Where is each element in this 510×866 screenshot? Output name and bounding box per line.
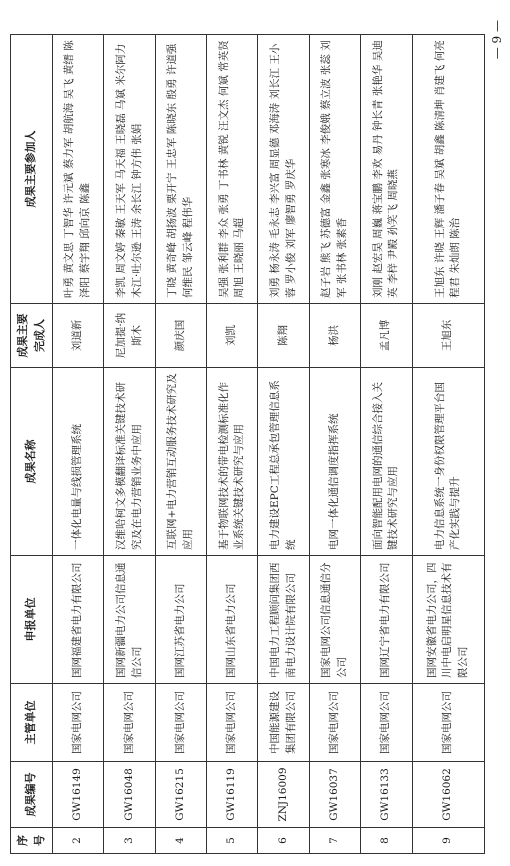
cell-leader: 刘凯 bbox=[207, 304, 258, 368]
cell-code: ZNJ16009 bbox=[258, 762, 309, 828]
table-row bbox=[309, 35, 360, 854]
cell-seq: 3 bbox=[104, 828, 155, 854]
cell-dept: 国家电网公司 bbox=[53, 684, 104, 762]
cell-members: 李凯 周文婷 秦敏 王天军 马天福 王晓磊 马斌 米尔阿力木江·吐尔逊 王涛 余长江 钟方伟 张娟 bbox=[104, 35, 155, 304]
cell-dept: 国家电网公司 bbox=[412, 684, 484, 762]
header-code: 成果编号 bbox=[11, 762, 53, 828]
table-row bbox=[412, 35, 484, 854]
cell-seq: 4 bbox=[155, 828, 206, 854]
cell-members: 王旭东 许晓 王辉 潘子春 吴斌 胡鑫 陈清坤 肖建飞 何亮 程君 朱灿朗 陈治 bbox=[412, 35, 484, 304]
cell-leader: 陈翔 bbox=[258, 304, 309, 368]
table-row bbox=[258, 35, 309, 854]
cell-members: 刘刚 赵宏昊 周巍 蒋宝鹏 李欢 易丹 钟长青 张艳华 吴迪英 李梓 尹殿 孙笑飞 周晓燕 bbox=[361, 35, 412, 304]
header-dept: 主管单位 bbox=[11, 684, 53, 762]
header-seq: 序号 bbox=[11, 828, 53, 854]
cell-applicant: 国网山东省电力公司 bbox=[207, 556, 258, 684]
cell-seq: 7 bbox=[309, 828, 360, 854]
header-members: 成果主要参加人 bbox=[11, 35, 53, 304]
cell-dept: 国家电网公司 bbox=[309, 684, 360, 762]
table-row bbox=[104, 35, 155, 854]
cell-name: 互联网+电力营销互动服务技术研究及应用 bbox=[155, 368, 206, 556]
cell-code: GW16037 bbox=[309, 762, 360, 828]
cell-members: 赵子岩 熊飞 苏德富 金鑫 张寒冰 李俊娥 蔡立波 张蕊 刘军 张书林 张素香 bbox=[309, 35, 360, 304]
header-row bbox=[11, 35, 53, 854]
cell-leader: 孟凡博 bbox=[361, 304, 412, 368]
header-name: 成果名称 bbox=[11, 368, 53, 556]
cell-seq: 8 bbox=[361, 828, 412, 854]
cell-members: 叶勇 黄文思 丁智华 许元斌 蔡力军 胡航海 吴飞 黄缙 陈泽阳 蔡宇翔 邱向京 陈鑫 bbox=[53, 35, 104, 304]
cell-leader: 尼加提·纳斯木 bbox=[104, 304, 155, 368]
cell-applicant: 国网安徽省电力公司，四川中电启明星信息技术有限公司 bbox=[412, 556, 484, 684]
cell-name: 电力建设EPC工程总承包管理信息系统 bbox=[258, 368, 309, 556]
cell-code: GW16048 bbox=[104, 762, 155, 828]
cell-members: 丁晓 黄奇峰 胡扬波 栗开宁 王忠军 陈晓东 殷勇 许道强 何维民 邹云峰 程伟华 bbox=[155, 35, 206, 304]
table-row bbox=[207, 35, 258, 854]
cell-name: 基于物联网技术的带电检测标准化作业系统关键技术研究与应用 bbox=[207, 368, 258, 556]
cell-applicant: 国网江苏省电力公司 bbox=[155, 556, 206, 684]
table-row bbox=[53, 35, 104, 854]
cell-seq: 9 bbox=[412, 828, 484, 854]
header-applicant: 申报单位 bbox=[11, 556, 53, 684]
table-row bbox=[361, 35, 412, 854]
cell-applicant: 国家电网公司信息通信分公司 bbox=[309, 556, 360, 684]
cell-applicant: 国网新疆电力公司信息通信公司 bbox=[104, 556, 155, 684]
cell-leader: 王旭东 bbox=[412, 304, 484, 368]
cell-leader: 刘道新 bbox=[53, 304, 104, 368]
cell-leader: 颜庆国 bbox=[155, 304, 206, 368]
cell-members: 刘勇 杨永涛 毛永志 李兴富 周显德 邓海涛 刘长江 王小蓉 罗小俊 刘军 廖智勇 罗庆华 bbox=[258, 35, 309, 304]
cell-leader: 杨洪 bbox=[309, 304, 360, 368]
cell-dept: 中国能源建设集团有限公司 bbox=[258, 684, 309, 762]
cell-seq: 6 bbox=[258, 828, 309, 854]
cell-dept: 国家电网公司 bbox=[104, 684, 155, 762]
cell-members: 吴强 张利群 李众 张勇 丁书林 黄锐 汪文杰 何斌 常英贤 周旭 王晓丽 马超 bbox=[207, 35, 258, 304]
cell-applicant: 国网福建省电力有限公司 bbox=[53, 556, 104, 684]
cell-code: GW16133 bbox=[361, 762, 412, 828]
cell-seq: 2 bbox=[53, 828, 104, 854]
cell-dept: 国家电网公司 bbox=[155, 684, 206, 762]
cell-dept: 国家电网公司 bbox=[361, 684, 412, 762]
cell-applicant: 中国电力工程顾问集团西南电力设计院有限公司 bbox=[258, 556, 309, 684]
cell-code: GW16215 bbox=[155, 762, 206, 828]
cell-dept: 国家电网公司 bbox=[207, 684, 258, 762]
table-row bbox=[155, 35, 206, 854]
cell-code: GW16119 bbox=[207, 762, 258, 828]
page-number: — 9 — bbox=[490, 20, 504, 60]
cell-code: GW16062 bbox=[412, 762, 484, 828]
cell-name: 一体化电量与线损管理系统 bbox=[53, 368, 104, 556]
cell-name: 面向智能配用电网的通信综合接入关键技术研究与应用 bbox=[361, 368, 412, 556]
header-leader: 成果主要完成人 bbox=[11, 304, 53, 368]
cell-applicant: 国网辽宁省电力有限公司 bbox=[361, 556, 412, 684]
cell-name: 汉维哈柯文多模翻译标准关键技术研究及在电力营销业务中应用 bbox=[104, 368, 155, 556]
cell-name: 电力信息系统一身份权限管理平台国产化实践与提升 bbox=[412, 368, 484, 556]
cell-seq: 5 bbox=[207, 828, 258, 854]
cell-name: 电网一体化通信调度指挥系统 bbox=[309, 368, 360, 556]
cell-code: GW16149 bbox=[53, 762, 104, 828]
achievement-table bbox=[10, 34, 485, 854]
